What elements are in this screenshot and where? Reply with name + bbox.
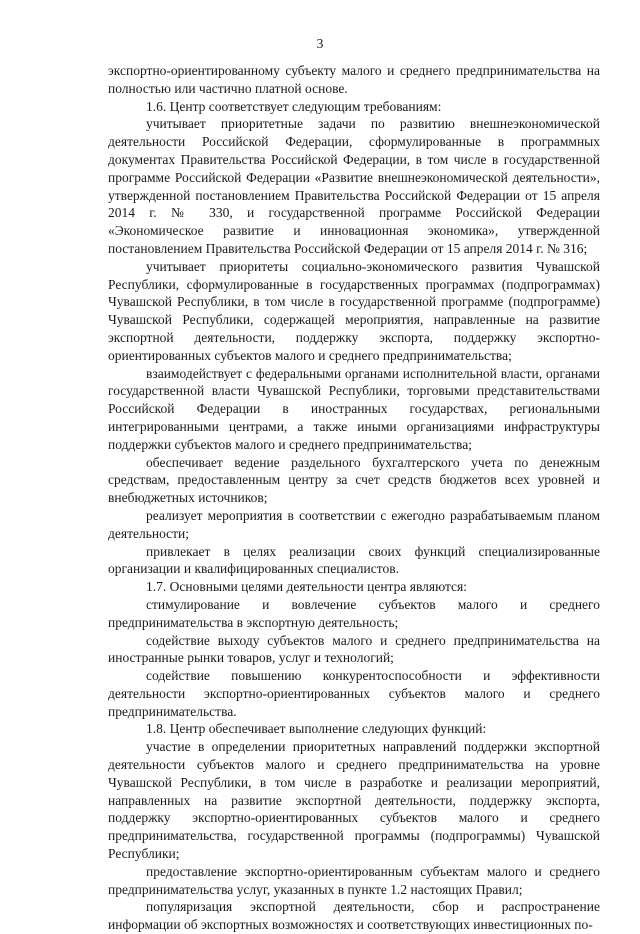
paragraph-section-1-6-heading: 1.6. Центр соответствует следующим требованиям: xyxy=(146,98,442,114)
paragraph-function-popularization: популяризация экспортной деятельности, сбор и распространение информации об экспортных возможностях и соответствующих инвестиционных по- xyxy=(108,899,600,933)
paragraph-requirement-federal-priorities: учитывает приоритетные задачи по развитию внешнеэкономической деятельности Российской Федерации, сформулированные в программных документах Правительства Российской Федерации, в том числе в государственной программе Российской Федерации «Развитие внешнеэкономической деятельности», утвержденной постановлением Правительства Российской Федерации от 15 апреля 2014 г. № 330, и государственной программе Российской Федерации «Экономическое развитие и инновационная экономика», утвержденной постановлением Правительства Российской Федерации от 15 апреля 2014 г. № 316; xyxy=(108,116,600,256)
paragraph-goal-competitiveness: содействие повышению конкурентоспособности и эффективности деятельности экспортно-ориентированных субъектов малого и среднего предпринимательства. xyxy=(108,668,600,719)
paragraph-requirement-activity-plan: реализует мероприятия в соответствии с ежегодно разрабатываемым планом деятельности; xyxy=(108,507,600,541)
paragraph-requirement-accounting: обеспечивает ведение раздельного бухгалтерского учета по денежным средствам, предоставленным центру за счет средств бюджетов всех уровней и внебюджетных источников; xyxy=(108,454,600,506)
paragraph-function-priorities: участие в определении приоритетных направлений поддержки экспортной деятельности субъектов малого и среднего предпринимательства на уровне Чувашской Республики, в том числе в разработке и реализации мероприятий, направленных на развитие экспортной деятельности, поддержку экспорта, поддержку экспортно-ориентированных субъектов малого и среднего предпринимательства, государственной программы (подпрограммы) Чувашской Республики; xyxy=(108,739,600,862)
paragraph-requirement-specialists: привлекает в целях реализации своих функций специализированные организации и квалифицированных специалистов. xyxy=(108,543,600,577)
paragraph-continuation: экспортно-ориентированному субъекту малого и среднего предпринимательства на полностью или частично платной основе. xyxy=(108,63,600,96)
paragraph-section-1-8-heading: 1.8. Центр обеспечивает выполнение следующих функций: xyxy=(146,721,487,737)
document-body xyxy=(108,62,600,934)
paragraph-requirement-regional-priorities: учитывает приоритеты социально-экономического развития Чувашской Республики, сформулированные в государственных программах (подпрограммах) Чувашской Республики, в том числе в государственной программе (подпрограмме) Чувашской Республики, содержащей мероприятия, направленные на развитие экспортной деятельности, поддержку экспорта, поддержку экспортно-ориентированных субъектов малого и среднего предпринимательства; xyxy=(108,258,600,363)
page-number: 3 xyxy=(316,36,324,51)
paragraph-requirement-interaction: взаимодействует с федеральными органами исполнительной власти, органами государственной власти Чувашской Республики, торговыми представительствами Российской Федерации в иностранных государствах, региональными интегрированными центрами, а также иными организациями инфраструктуры поддержки субъектов малого и среднего предпринимательства; xyxy=(108,365,600,452)
paragraph-goal-stimulation: стимулирование и вовлечение субъектов малого и среднего предпринимательства в экспортную деятельность; xyxy=(108,596,600,630)
paragraph-goal-foreign-markets: содействие выходу субъектов малого и среднего предпринимательства на иностранные рынки товаров, услуг и технологий; xyxy=(108,632,600,666)
paragraph-section-1-7-heading: 1.7. Основными целями деятельности центра являются: xyxy=(146,579,468,595)
paragraph-function-services: предоставление экспортно-ориентированным субъектам малого и среднего предпринимательства услуг, указанных в пункте 1.2 настоящих Правил; xyxy=(108,863,600,897)
